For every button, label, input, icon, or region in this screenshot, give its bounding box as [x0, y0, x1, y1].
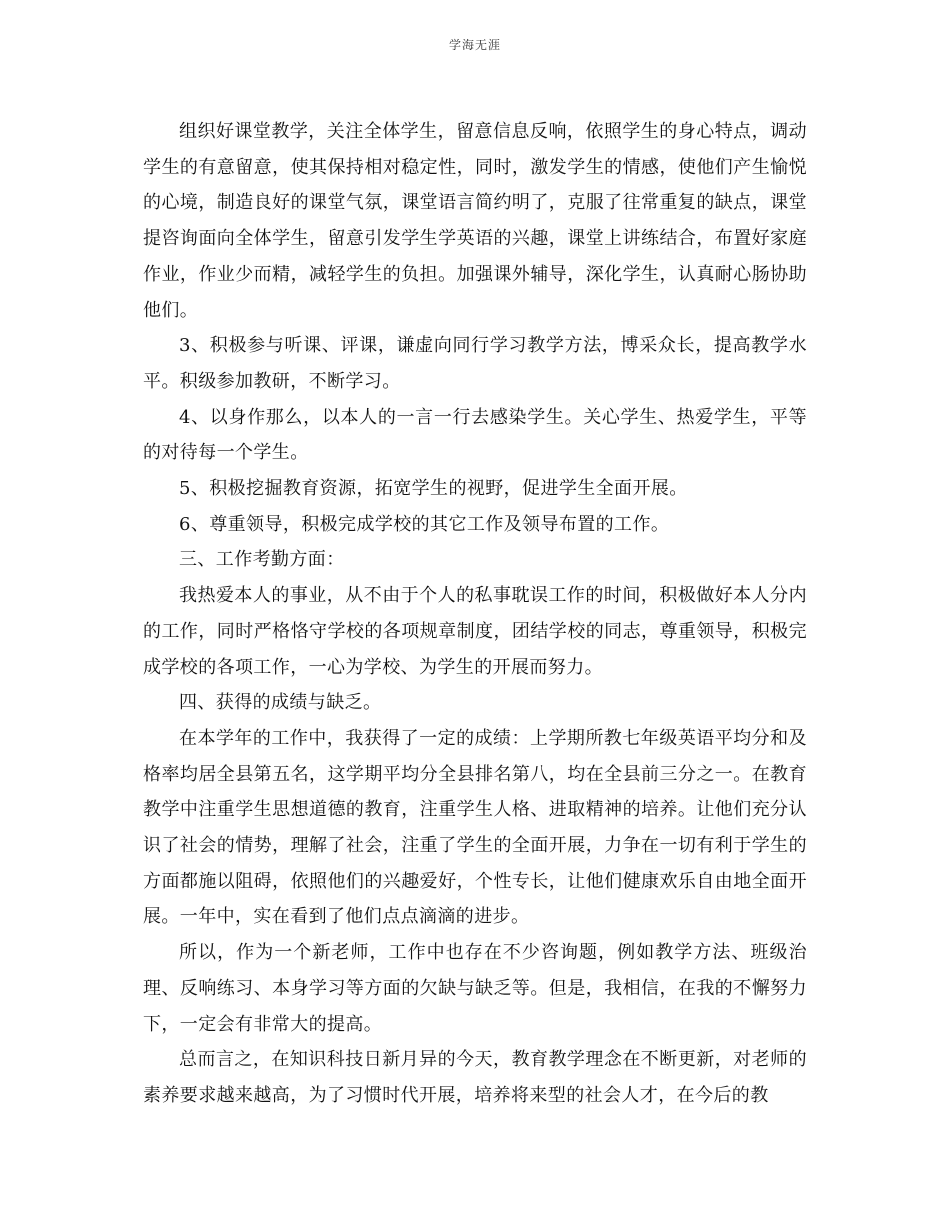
paragraph-item-3: 3、积极参与听课、评课，谦虚向同行学习教学方法，博采众长，提高教学水平。积级参加教研，不断学习。 — [143, 335, 807, 392]
paragraph-conclusion: 总而言之，在知识科技日新月异的今天，教育教学理念在不断更新，对老师的素养要求越来越高，为了习惯时代开展，培养将来型的社会人才，在今后的教 — [143, 1049, 807, 1106]
page-header: 学海无涯 — [448, 38, 501, 52]
section-heading-attendance: 三、工作考勤方面： — [179, 549, 345, 571]
paragraph-item-4: 4、以身作那么，以本人的一言一行去感染学生。关心学生、热爱学生，平等的对待每一个学生。 — [143, 406, 807, 464]
paragraph-classroom-teaching: 组织好课堂教学，关注全体学生，留意信息反响，依照学生的身心特点，调动学生的有意留意，使其保持相对稳定性，同时，激发学生的情感，使他们产生愉悦的心境，制造良好的课堂气氛，课堂语言简约明了，克服了往常重复的缺点，课堂提咨询面向全体学生，留意引发学生学英语的兴趣，课堂上讲练结合，布置好家庭作业，作业少而精，减轻学生的负担。加强课外辅导，深化学生，认真耐心肠协助他们。 — [143, 121, 807, 321]
paragraph-item-5: 5、积极挖掘教育资源，拓宽学生的视野，促进学生全面开展。 — [179, 478, 688, 500]
paragraph-achievements: 在本学年的工作中，我获得了一定的成绩：上学期所教七年级英语平均分和及格率均居全县第五名，这学期平均分全县排名第八，均在全县前三分之一。在教育教学中注重学生思想道德的教育，注重学生人格、进取精神的培养。让他们充分认识了社会的情势，理解了社会，注重了学生的全面开展，力争在一切有利于学生的方面都施以阻碍，依照他们的兴趣爱好，个性专长，让他们健康欢乐自由地全面开展。一年中，实在看到了他们点点滴滴的进步。 — [143, 727, 807, 928]
document-body — [143, 114, 807, 1114]
paragraph-shortcomings: 所以，作为一个新老师，工作中也存在不少咨询题，例如教学方法、班级治理、反响练习、本身学习等方面的欠缺与缺乏等。但是，我相信，在我的不懈努力下，一定会有非常大的提高。 — [143, 942, 807, 1035]
section-heading-achievements: 四、获得的成绩与缺乏。 — [179, 692, 382, 714]
paragraph-item-6: 6、尊重领导，积极完成学校的其它工作及领导布置的工作。 — [179, 513, 670, 535]
paragraph-attendance: 我热爱本人的事业，从不由于个人的私事耽误工作的时间，积极做好本人分内的工作，同时严格恪守学校的各项规章制度，团结学校的同志，尊重领导，积极完成学校的各项工作，一心为学校、为学生的开展而努力。 — [143, 585, 807, 678]
